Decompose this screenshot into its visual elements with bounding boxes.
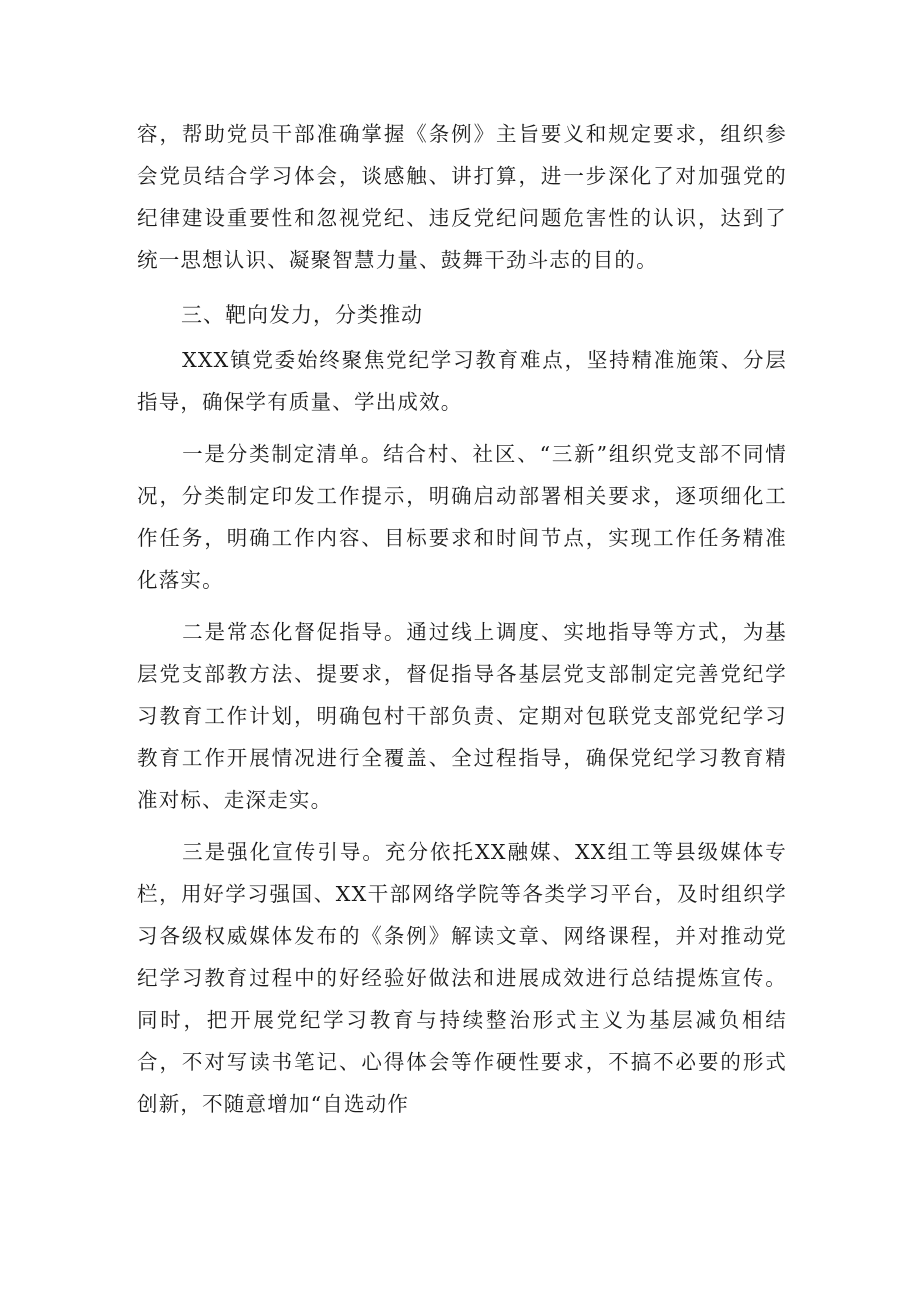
section-heading: 三、靶向发力，分类推动 <box>181 303 423 327</box>
paragraph-intro: XXX镇党委始终聚焦党纪学习教育难点，坚持精准施策、分层指导，确保学有质量、学出成效。 <box>137 348 787 414</box>
paragraph-continuation: 容，帮助党员干部准确掌握《条例》主旨要义和规定要求，组织参会党员结合学习体会，谈感触、讲打算，进一步深化了对加强党的纪律建设重要性和忽视党纪、违反党纪问题危害性的认识，达到了统一思想认识、凝聚智慧力量、鼓舞干劲斗志的目的。 <box>137 122 787 272</box>
document-body <box>137 113 787 1125</box>
paragraph-item-three: 三是强化宣传引导。充分依托XX融媒、XX组工等县级媒体专栏，用好学习强国、XX干部网络学院等各类学习平台，及时组织学习各级权威媒体发布的《条例》解读文章、网络课程，并对推动党纪学习教育过程中的好经验好做法和进展成效进行总结提炼宣传。同时，把开展党纪学习教育与持续整治形式主义为基层减负相结合，不对写读书笔记、心得体会等作硬性要求，不搞不必要的形式创新，不随意增加“自选动作 <box>137 840 787 1116</box>
paragraph-item-two: 二是常态化督促指导。通过线上调度、实地指导等方式，为基层党支部教方法、提要求，督促指导各基层党支部制定完善党纪学习教育工作计划，明确包村干部负责、定期对包联党支部党纪学习教育工作开展情况进行全覆盖、全过程指导，确保党纪学习教育精准对标、走深走实。 <box>137 620 787 812</box>
paragraph-item-one: 一是分类制定清单。结合村、社区、“三新”组织党支部不同情况，分类制定印发工作提示，明确启动部署相关要求，逐项细化工作任务，明确工作内容、目标要求和时间节点，实现工作任务精准化落实。 <box>137 442 787 592</box>
